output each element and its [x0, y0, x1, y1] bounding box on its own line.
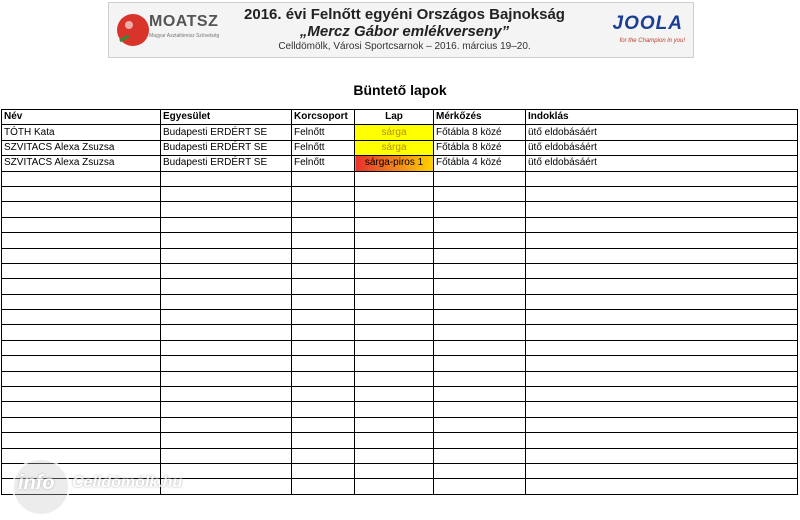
empty-cell: [292, 417, 355, 432]
empty-table-row: [2, 433, 798, 448]
empty-cell: [161, 202, 292, 217]
empty-cell: [355, 217, 434, 232]
empty-cell: [292, 233, 355, 248]
moatsz-logo-subtext: Magyar Asztalitenisz Szövetség: [149, 33, 220, 39]
empty-table-row: [2, 294, 798, 309]
empty-cell: [434, 325, 526, 340]
empty-cell: [161, 387, 292, 402]
empty-cell: [526, 325, 798, 340]
empty-cell: [161, 217, 292, 232]
empty-table-row: [2, 217, 798, 232]
empty-cell: [355, 433, 434, 448]
empty-cell: [161, 310, 292, 325]
empty-cell: [355, 186, 434, 201]
penalty-card-table: [1, 109, 798, 495]
column-header-korcsoport: Korcsoport: [292, 110, 355, 125]
joola-logo: JOOLA: [612, 13, 683, 34]
empty-cell: [526, 233, 798, 248]
empty-cell: [526, 202, 798, 217]
empty-cell: [526, 356, 798, 371]
empty-cell: [2, 217, 161, 232]
empty-cell: [434, 479, 526, 494]
empty-cell: [161, 340, 292, 355]
empty-cell: [161, 294, 292, 309]
empty-cell: [2, 402, 161, 417]
empty-table-row: [2, 417, 798, 432]
cell-merkozes: Főtábla 4 közé: [434, 156, 526, 171]
empty-cell: [355, 248, 434, 263]
empty-cell: [355, 479, 434, 494]
empty-cell: [526, 310, 798, 325]
cell-indoklas: ütő eldobásáért: [526, 140, 798, 155]
empty-table-row: [2, 186, 798, 201]
event-title: 2016. évi Felnőtt egyéni Országos Bajnokság: [244, 6, 565, 23]
empty-table-row: [2, 279, 798, 294]
cell-korcsoport: Felnőtt: [292, 156, 355, 171]
empty-cell: [161, 417, 292, 432]
joola-tagline: for the Champion in you!: [619, 38, 685, 44]
empty-cell: [161, 279, 292, 294]
empty-cell: [161, 371, 292, 386]
empty-cell: [355, 233, 434, 248]
empty-table-row: [2, 233, 798, 248]
empty-cell: [355, 387, 434, 402]
cell-nev: SZVITACS Alexa Zsuzsa: [2, 156, 161, 171]
empty-table-row: [2, 171, 798, 186]
empty-cell: [355, 263, 434, 278]
empty-cell: [2, 325, 161, 340]
empty-cell: [161, 263, 292, 278]
empty-cell: [2, 202, 161, 217]
empty-cell: [434, 171, 526, 186]
table-row: [2, 140, 798, 155]
empty-cell: [292, 294, 355, 309]
empty-cell: [161, 186, 292, 201]
empty-cell: [526, 263, 798, 278]
empty-cell: [434, 463, 526, 478]
empty-cell: [434, 402, 526, 417]
empty-cell: [526, 340, 798, 355]
empty-cell: [434, 371, 526, 386]
empty-cell: [292, 479, 355, 494]
empty-cell: [355, 171, 434, 186]
empty-cell: [434, 310, 526, 325]
empty-cell: [434, 448, 526, 463]
empty-cell: [2, 186, 161, 201]
empty-table-row: [2, 310, 798, 325]
empty-cell: [355, 340, 434, 355]
cell-egyesulet: Budapesti ERDÉRT SE: [161, 156, 292, 171]
empty-table-row: [2, 248, 798, 263]
empty-cell: [2, 294, 161, 309]
cell-nev: TÓTH Kata: [2, 125, 161, 140]
empty-cell: [355, 325, 434, 340]
empty-cell: [2, 171, 161, 186]
empty-cell: [526, 448, 798, 463]
empty-cell: [292, 248, 355, 263]
empty-cell: [292, 263, 355, 278]
empty-cell: [292, 371, 355, 386]
empty-cell: [292, 325, 355, 340]
empty-cell: [2, 248, 161, 263]
empty-cell: [434, 294, 526, 309]
empty-cell: [2, 233, 161, 248]
empty-table-row: [2, 371, 798, 386]
empty-cell: [292, 171, 355, 186]
empty-cell: [161, 402, 292, 417]
empty-cell: [292, 310, 355, 325]
event-banner: [108, 2, 694, 58]
cell-lap-yellow-red-card: sárga-piros 1: [355, 156, 434, 171]
empty-cell: [2, 310, 161, 325]
empty-cell: [292, 356, 355, 371]
empty-cell: [434, 279, 526, 294]
empty-cell: [161, 233, 292, 248]
empty-cell: [526, 463, 798, 478]
empty-cell: [434, 186, 526, 201]
empty-cell: [355, 448, 434, 463]
cell-korcsoport: Felnőtt: [292, 125, 355, 140]
empty-cell: [434, 233, 526, 248]
empty-cell: [434, 356, 526, 371]
empty-table-row: [2, 402, 798, 417]
cell-lap-yellow-card: sárga: [355, 140, 434, 155]
empty-cell: [434, 217, 526, 232]
event-venue-date: Celldömölk, Városi Sportcsarnok – 2016. március 19–20.: [278, 41, 531, 52]
cell-egyesulet: Budapesti ERDÉRT SE: [161, 140, 292, 155]
empty-cell: [355, 356, 434, 371]
table-header-row: [2, 110, 798, 125]
page-title: Büntető lapok: [353, 82, 447, 98]
column-header-merkozes: Mérkőzés: [434, 110, 526, 125]
empty-table-row: [2, 202, 798, 217]
empty-cell: [161, 433, 292, 448]
empty-cell: [434, 248, 526, 263]
column-header-indoklas: Indoklás: [526, 110, 798, 125]
empty-cell: [526, 186, 798, 201]
cell-indoklas: ütő eldobásáért: [526, 125, 798, 140]
empty-cell: [292, 217, 355, 232]
empty-cell: [292, 279, 355, 294]
empty-table-row: [2, 263, 798, 278]
empty-cell: [2, 279, 161, 294]
watermark-logo-text: info: [18, 472, 55, 494]
empty-cell: [355, 279, 434, 294]
empty-cell: [2, 387, 161, 402]
empty-cell: [526, 402, 798, 417]
event-subtitle: „Mercz Gábor emlékverseny”: [299, 23, 510, 40]
column-header-lap: Lap: [355, 110, 434, 125]
cell-indoklas: ütő eldobásáért: [526, 156, 798, 171]
cell-merkozes: Főtábla 8 közé: [434, 125, 526, 140]
empty-cell: [526, 171, 798, 186]
empty-cell: [161, 325, 292, 340]
empty-cell: [292, 463, 355, 478]
table-row: [2, 125, 798, 140]
empty-cell: [2, 433, 161, 448]
empty-cell: [292, 340, 355, 355]
empty-table-row: [2, 387, 798, 402]
empty-cell: [2, 340, 161, 355]
watermark-site-text: Celldömölk.hu: [72, 474, 183, 491]
empty-cell: [161, 248, 292, 263]
empty-cell: [526, 248, 798, 263]
empty-cell: [526, 479, 798, 494]
info-celldomolk-watermark: [8, 454, 208, 514]
table-row: [2, 156, 798, 171]
empty-cell: [2, 371, 161, 386]
empty-cell: [434, 387, 526, 402]
empty-cell: [161, 356, 292, 371]
empty-cell: [434, 340, 526, 355]
empty-cell: [355, 417, 434, 432]
empty-cell: [161, 171, 292, 186]
empty-cell: [292, 433, 355, 448]
empty-cell: [526, 417, 798, 432]
empty-cell: [355, 294, 434, 309]
empty-cell: [526, 433, 798, 448]
empty-cell: [2, 417, 161, 432]
empty-cell: [434, 202, 526, 217]
empty-cell: [2, 263, 161, 278]
empty-table-row: [2, 325, 798, 340]
empty-cell: [292, 402, 355, 417]
empty-cell: [292, 202, 355, 217]
empty-cell: [526, 387, 798, 402]
column-header-egyesulet: Egyesület: [161, 110, 292, 125]
empty-cell: [526, 371, 798, 386]
empty-cell: [355, 463, 434, 478]
empty-table-row: [2, 340, 798, 355]
empty-cell: [526, 279, 798, 294]
empty-cell: [355, 371, 434, 386]
empty-cell: [292, 448, 355, 463]
empty-cell: [292, 186, 355, 201]
empty-cell: [2, 356, 161, 371]
empty-table-row: [2, 356, 798, 371]
column-header-nev: Név: [2, 110, 161, 125]
empty-cell: [355, 202, 434, 217]
empty-cell: [292, 387, 355, 402]
empty-cell: [434, 417, 526, 432]
empty-cell: [526, 217, 798, 232]
empty-cell: [526, 294, 798, 309]
cell-lap-yellow-card: sárga: [355, 125, 434, 140]
cell-egyesulet: Budapesti ERDÉRT SE: [161, 125, 292, 140]
empty-cell: [355, 310, 434, 325]
empty-cell: [355, 402, 434, 417]
cell-korcsoport: Felnőtt: [292, 140, 355, 155]
moatsz-logo-text: MOATSZ: [149, 13, 219, 30]
empty-cell: [434, 433, 526, 448]
empty-cell: [434, 263, 526, 278]
cell-nev: SZVITACS Alexa Zsuzsa: [2, 140, 161, 155]
cell-merkozes: Főtábla 8 közé: [434, 140, 526, 155]
